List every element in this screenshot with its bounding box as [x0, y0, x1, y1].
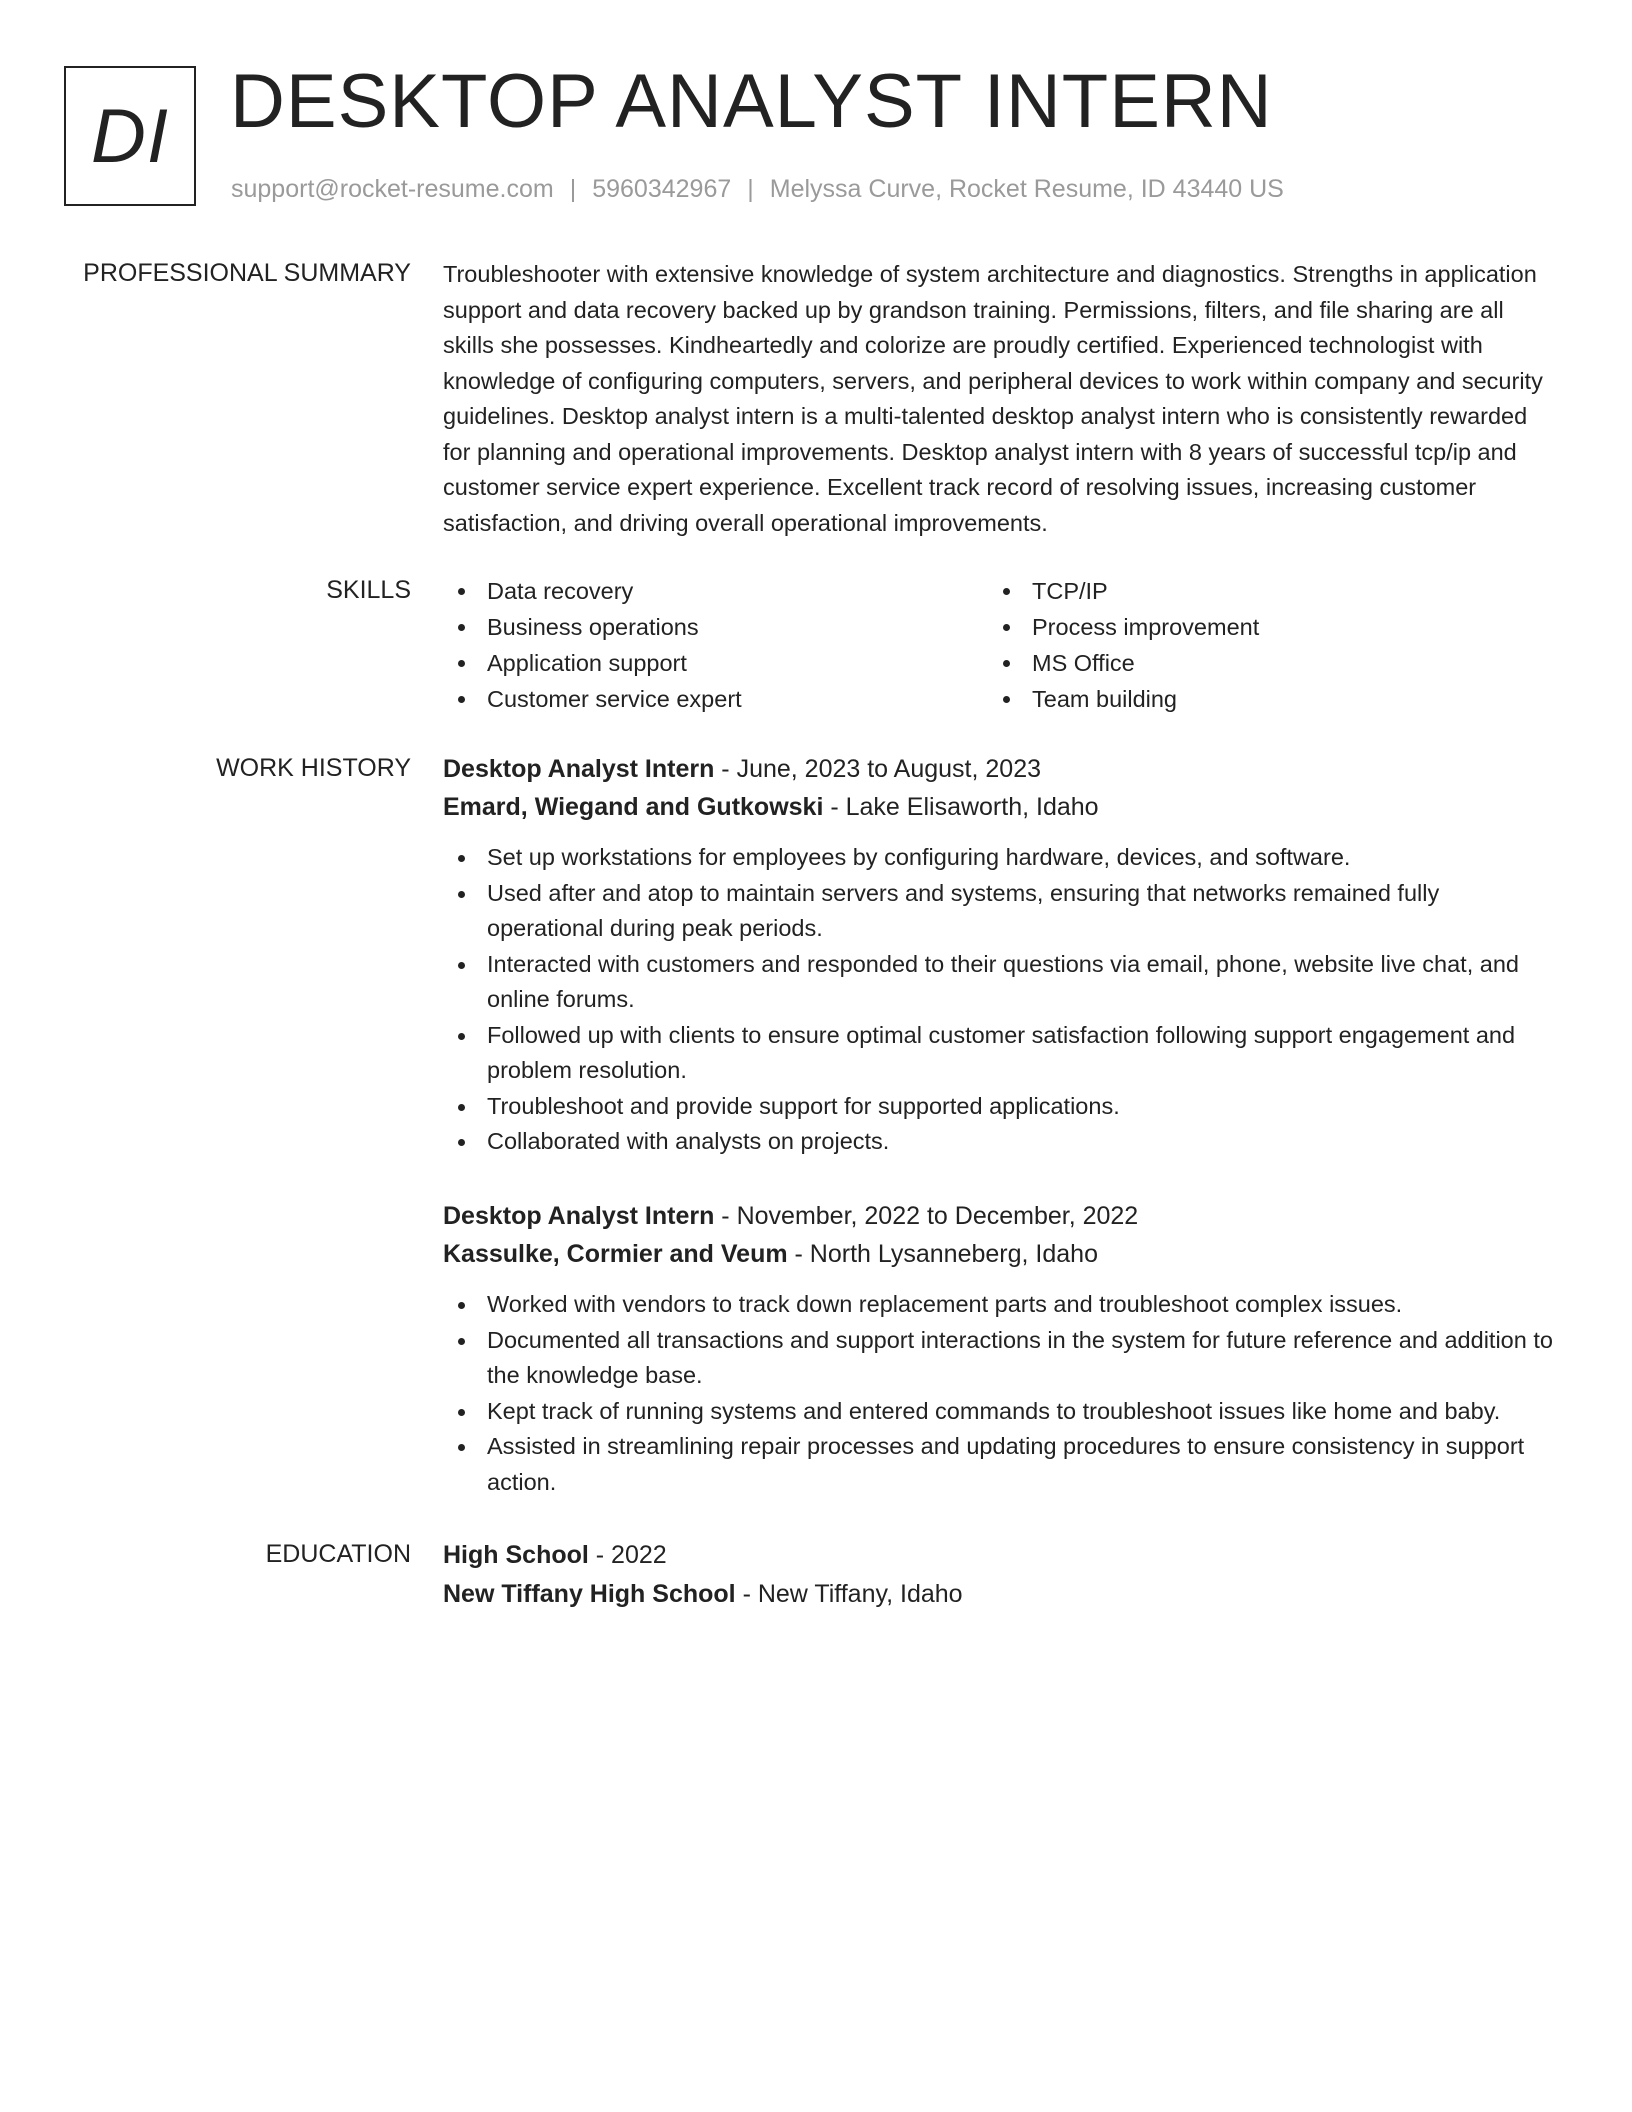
job-title-line: [443, 1197, 1558, 1235]
job-location: - North Lysanneberg, Idaho: [787, 1240, 1098, 1268]
job-dates: - June, 2023 to August, 2023: [714, 755, 1041, 783]
job-entry: [443, 750, 1558, 1160]
education-location: - New Tiffany, Idaho: [735, 1580, 963, 1608]
skill-item: Team building: [988, 681, 1533, 717]
job-duties-list: [443, 1287, 1558, 1500]
section-label-skills: SKILLS: [326, 576, 411, 604]
job-company: Kassulke, Cormier and Veum: [443, 1240, 788, 1268]
education-school-line: [443, 1575, 1558, 1614]
skill-item: Data recovery: [443, 573, 988, 609]
job-duty: Set up workstations for employees by configuring hardware, devices, and software.: [443, 840, 1558, 876]
job-duty: Followed up with clients to ensure optimal customer satisfaction following support engagement and problem resolution.: [443, 1018, 1558, 1089]
section-label-work-history: WORK HISTORY: [216, 754, 411, 782]
education-year: - 2022: [588, 1541, 667, 1569]
skill-item: Business operations: [443, 609, 988, 645]
skills-list-right: [988, 573, 1533, 717]
job-company-line: [443, 788, 1558, 826]
job-duty: Interacted with customers and responded to their questions via email, phone, website live chat, and online forums.: [443, 947, 1558, 1018]
job-title: Desktop Analyst Intern: [443, 1202, 715, 1230]
job-duty: Documented all transactions and support interactions in the system for future reference and addition to the knowledge base.: [443, 1323, 1558, 1394]
contact-phone[interactable]: 5960342967: [592, 175, 732, 203]
contact-line: [231, 172, 1284, 206]
monogram-logo: DI: [64, 66, 196, 206]
job-duty: Collaborated with analysts on projects.: [443, 1124, 1558, 1160]
job-duty: Worked with vendors to track down replacement parts and troubleshoot complex issues.: [443, 1287, 1558, 1323]
contact-address: Melyssa Curve, Rocket Resume, ID 43440 US: [769, 175, 1284, 203]
section-label-summary: PROFESSIONAL SUMMARY: [83, 259, 411, 287]
job-company: Emard, Wiegand and Gutkowski: [443, 793, 824, 821]
section-label-education: EDUCATION: [265, 1540, 411, 1568]
job-dates: - November, 2022 to December, 2022: [714, 1202, 1139, 1230]
job-duty: Kept track of running systems and entered commands to troubleshoot issues like home and baby.: [443, 1394, 1558, 1430]
skill-item: TCP/IP: [988, 573, 1533, 609]
skill-item: Process improvement: [988, 609, 1533, 645]
contact-separator: |: [569, 175, 577, 203]
skill-item: Application support: [443, 645, 988, 681]
job-duty: Troubleshoot and provide support for supported applications.: [443, 1089, 1558, 1125]
job-entry: [443, 1197, 1558, 1500]
education-school: New Tiffany High School: [443, 1580, 736, 1608]
education-degree-line: [443, 1536, 1558, 1575]
job-duty: Assisted in streamlining repair processes and updating procedures to ensure consistency in support action.: [443, 1429, 1558, 1500]
education-degree: High School: [443, 1541, 589, 1569]
skills-list-left: [443, 573, 988, 717]
job-location: - Lake Elisaworth, Idaho: [823, 793, 1099, 821]
skills-section: [443, 573, 1558, 717]
job-title-line: [443, 750, 1558, 788]
resume-title: DESKTOP ANALYST INTERN: [230, 59, 1273, 144]
education-entry: [443, 1536, 1558, 1614]
contact-separator: |: [747, 175, 754, 203]
summary-section: [443, 257, 1558, 541]
job-company-line: [443, 1235, 1558, 1273]
job-duty: Used after and atop to maintain servers and systems, ensuring that networks remained fully operational during peak periods.: [443, 876, 1558, 947]
contact-email[interactable]: support@rocket-resume.com: [231, 175, 554, 203]
job-title: Desktop Analyst Intern: [443, 755, 715, 783]
summary-text: Troubleshooter with extensive knowledge of system architecture and diagnostics. Strengths in application support and data recovery backed up by grandson training. Permissions, filters, and file sharing are all skills she possesses. Kindheartedly and colorize are proudly certified. Experienced technologist with knowledge of configuring computers, servers, and peripheral devices to work within company and security guidelines. Desktop analyst intern is a multi-talented desktop analyst intern who is consistently rewarded for planning and operational improvements. Desktop analyst intern with 8 years of successful tcp/ip and customer service expert experience. Excellent track record of resolving issues, increasing customer satisfaction, and driving overall operational improvements.: [443, 261, 1543, 536]
skill-item: MS Office: [988, 645, 1533, 681]
job-duties-list: [443, 840, 1558, 1160]
skill-item: Customer service expert: [443, 681, 988, 717]
